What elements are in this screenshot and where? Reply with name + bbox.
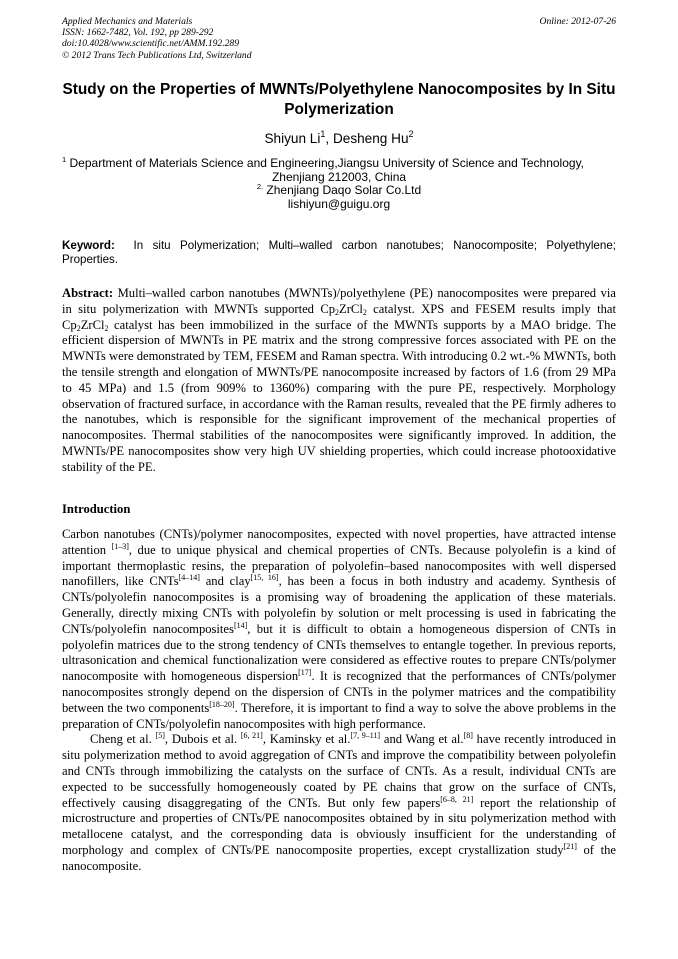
citation: [7, 9–11] xyxy=(350,731,381,741)
paragraph-text: and clay xyxy=(199,574,251,589)
abstract-text: ZrCl xyxy=(339,301,363,316)
section-heading-introduction: Introduction xyxy=(62,502,131,516)
author-affil-mark: 1 xyxy=(320,129,326,139)
paragraph-text: Cheng et al. xyxy=(90,732,156,747)
author-separator: , xyxy=(325,131,333,146)
citation: [17] xyxy=(298,668,312,678)
abstract xyxy=(62,286,616,476)
affiliation-text: Department of Materials Science and Engineering,Jiangsu University of Science and Technology, xyxy=(66,156,585,170)
paragraph-text: , Dubois et al. xyxy=(164,732,241,747)
citation: [15, 16] xyxy=(250,573,279,583)
journal-doi: doi:10.4028/www.scientific.net/AMM.192.289 xyxy=(62,38,240,50)
abstract-text: Multi–walled carbon nanotubes (MWNTs)/polyethylene (PE) nanocomposites were prepared via in situ polymerization with MWNTs supported Cp xyxy=(62,286,616,316)
paragraph-text: report the relationship of microstructure and properties of CNTs/PE nanocomposites obtained by in situ polymerization method with metallocene catalyst, and the corresponding data is obviously insufficient for the understanding of morphology and complex of CNTs/PE nanocomposite properties, except crystallization study xyxy=(62,795,617,857)
paragraph-text: have recently introduced in situ polymerization method to avoid aggregation of CNTs and improve the compatibility between polyolefin and CNTs through immobilizing the catalysts on the surface of CNTs. As a result, individual CNTs are expected to be successfully homogeneously coated by PE chains that grow on the surface of CNTs, effectively causing disaggregating of the CNTs. But only few papers xyxy=(62,732,617,810)
author-email: lishiyun@guigu.org xyxy=(287,196,391,211)
citation: [1–3] xyxy=(111,541,129,551)
paragraph-text: of the nanocomposite. xyxy=(62,842,616,873)
keyword-text: In situ Polymerization; Multi–walled carbon nanotubes; Nanocomposite; Polyethylene; Properties. xyxy=(62,239,616,266)
journal-copyright: © 2012 Trans Tech Publications Ltd, Switzerland xyxy=(62,49,252,61)
journal-name: Applied Mechanics and Materials xyxy=(62,16,193,27)
paragraph-text: . It is recognized that the performances of CNTs/polymer nanocomposites strongly depend on the dispersion of CNTs in the polymer matrices and the compatibility between the two components xyxy=(62,669,616,715)
paper-title: Study on the Properties of MWNTs/Polyethylene Nanocomposites by In Situ Polymerization xyxy=(62,81,616,118)
chem-subscript: 2 xyxy=(104,323,109,333)
author-name: Desheng Hu xyxy=(332,131,409,146)
citation: [6, 21] xyxy=(240,731,263,741)
citation: [6–8, 21] xyxy=(440,794,474,804)
paragraph-text: and Wang et al. xyxy=(380,732,464,747)
introduction-body xyxy=(62,527,616,875)
citation: [4–14] xyxy=(178,573,200,583)
chem-subscript: 2 xyxy=(335,307,340,317)
affiliations xyxy=(62,157,616,211)
author-name: Shiyun Li xyxy=(264,131,321,146)
abstract-text: catalyst has been immobilized in the surface of the MWNTs supports by a MAO bridge. The efficient dispersion of MWNTs in PE matrix and the strong compressive forces associated with PE on the MWNTs were demonstrated by TEM, FESEM and Raman spectra. With introducing 0.2 wt.-% MWNTs, both the tensile strength and elongation of MWNTs/PE nanocomposite increased by factors of 1.6 (from 29 MPa to 45 MPa) and 1.5 (from 909% to 1360%) comparing with the pure PE, respectively. Morphology observation of fractured surface, in accordance with the Raman results, revealed that the PE firmly adheres to the nanotubes, which is responsible for the significant improvement of the mechanical properties of nanocomposites. Thermal stabilities of the nanocomposites were significantly improved. In addition, the MWNTs/PE nanocomposites show very high UV shielding properties, which could increase photooxidative stability of the PE. xyxy=(62,317,616,474)
affiliation-1 xyxy=(62,157,616,171)
author-list xyxy=(62,131,616,147)
citation: [14] xyxy=(233,620,248,630)
chem-subscript: 2 xyxy=(362,307,367,317)
paragraph-text: Carbon nanotubes (CNTs)/polymer nanocomposites, expected with novel properties, have attracted intense attention xyxy=(62,527,616,557)
affiliation-2 xyxy=(62,184,616,198)
paragraph-text: . Therefore, it is important to find a way to solve the above problems in the preparation of CNTs/polyolefin nanocomposites with high performance. xyxy=(62,700,616,731)
online-date: Online: 2012-07-26 xyxy=(539,16,616,27)
journal-issn: ISSN: 1662-7482, Vol. 192, pp 289-292 xyxy=(62,27,214,39)
affiliation-mark: 1 xyxy=(62,155,67,164)
paragraph-text: , has been a focus in both industry and academy. Synthesis of CNTs/polyolefin nanocomposites is a promising way of broadening the application of these materials. Generally, directly mixing CNTs with polyolefin by solution or melt processing is used in fabricating the CNTs/polyolefin nanocomposites xyxy=(62,574,616,636)
citation: [8] xyxy=(463,731,473,741)
chem-subscript: 2 xyxy=(76,323,81,333)
citation: [5] xyxy=(155,731,165,741)
affiliation-mark: 2. xyxy=(256,182,264,192)
keywords xyxy=(62,239,616,266)
keyword-label: Keyword: xyxy=(62,239,115,252)
affiliation-text: Zhenjiang Daqo Solar Co.Ltd xyxy=(263,183,422,198)
affiliation-1-city: Zhenjiang 212003, China xyxy=(271,169,407,184)
citation: [18–20] xyxy=(209,699,235,709)
abstract-text: ZrCl xyxy=(80,317,105,332)
author-affil-mark: 2 xyxy=(408,129,414,139)
paragraph-text: , Kaminsky et al. xyxy=(262,732,351,747)
abstract-label: Abstract: xyxy=(62,286,114,300)
citation: [21] xyxy=(563,841,577,851)
paragraph-text: , due to unique physical and chemical properties of CNTs. Because polyolefin is a kind of important thermoplastic resins, the preparation of polyolefin–based nanocomposites with well dispersed nanofillers, like CNTs xyxy=(62,542,617,589)
journal-header xyxy=(62,16,482,61)
abstract-text: catalyst. XPS and FESEM results imply that Cp xyxy=(62,301,616,332)
paragraph xyxy=(62,732,616,874)
paragraph-text: , but it is difficult to obtain a homogeneous dispersion of CNTs in polyolefin matrices due to the strong tendency of CNTs themselves to entangle together. In previous reports, ultrasonication and chemical functionalization were considered as effective routes to prepare CNTs/polymer nanocomposite with homogeneous dispersion xyxy=(62,621,616,684)
paragraph xyxy=(62,527,616,732)
